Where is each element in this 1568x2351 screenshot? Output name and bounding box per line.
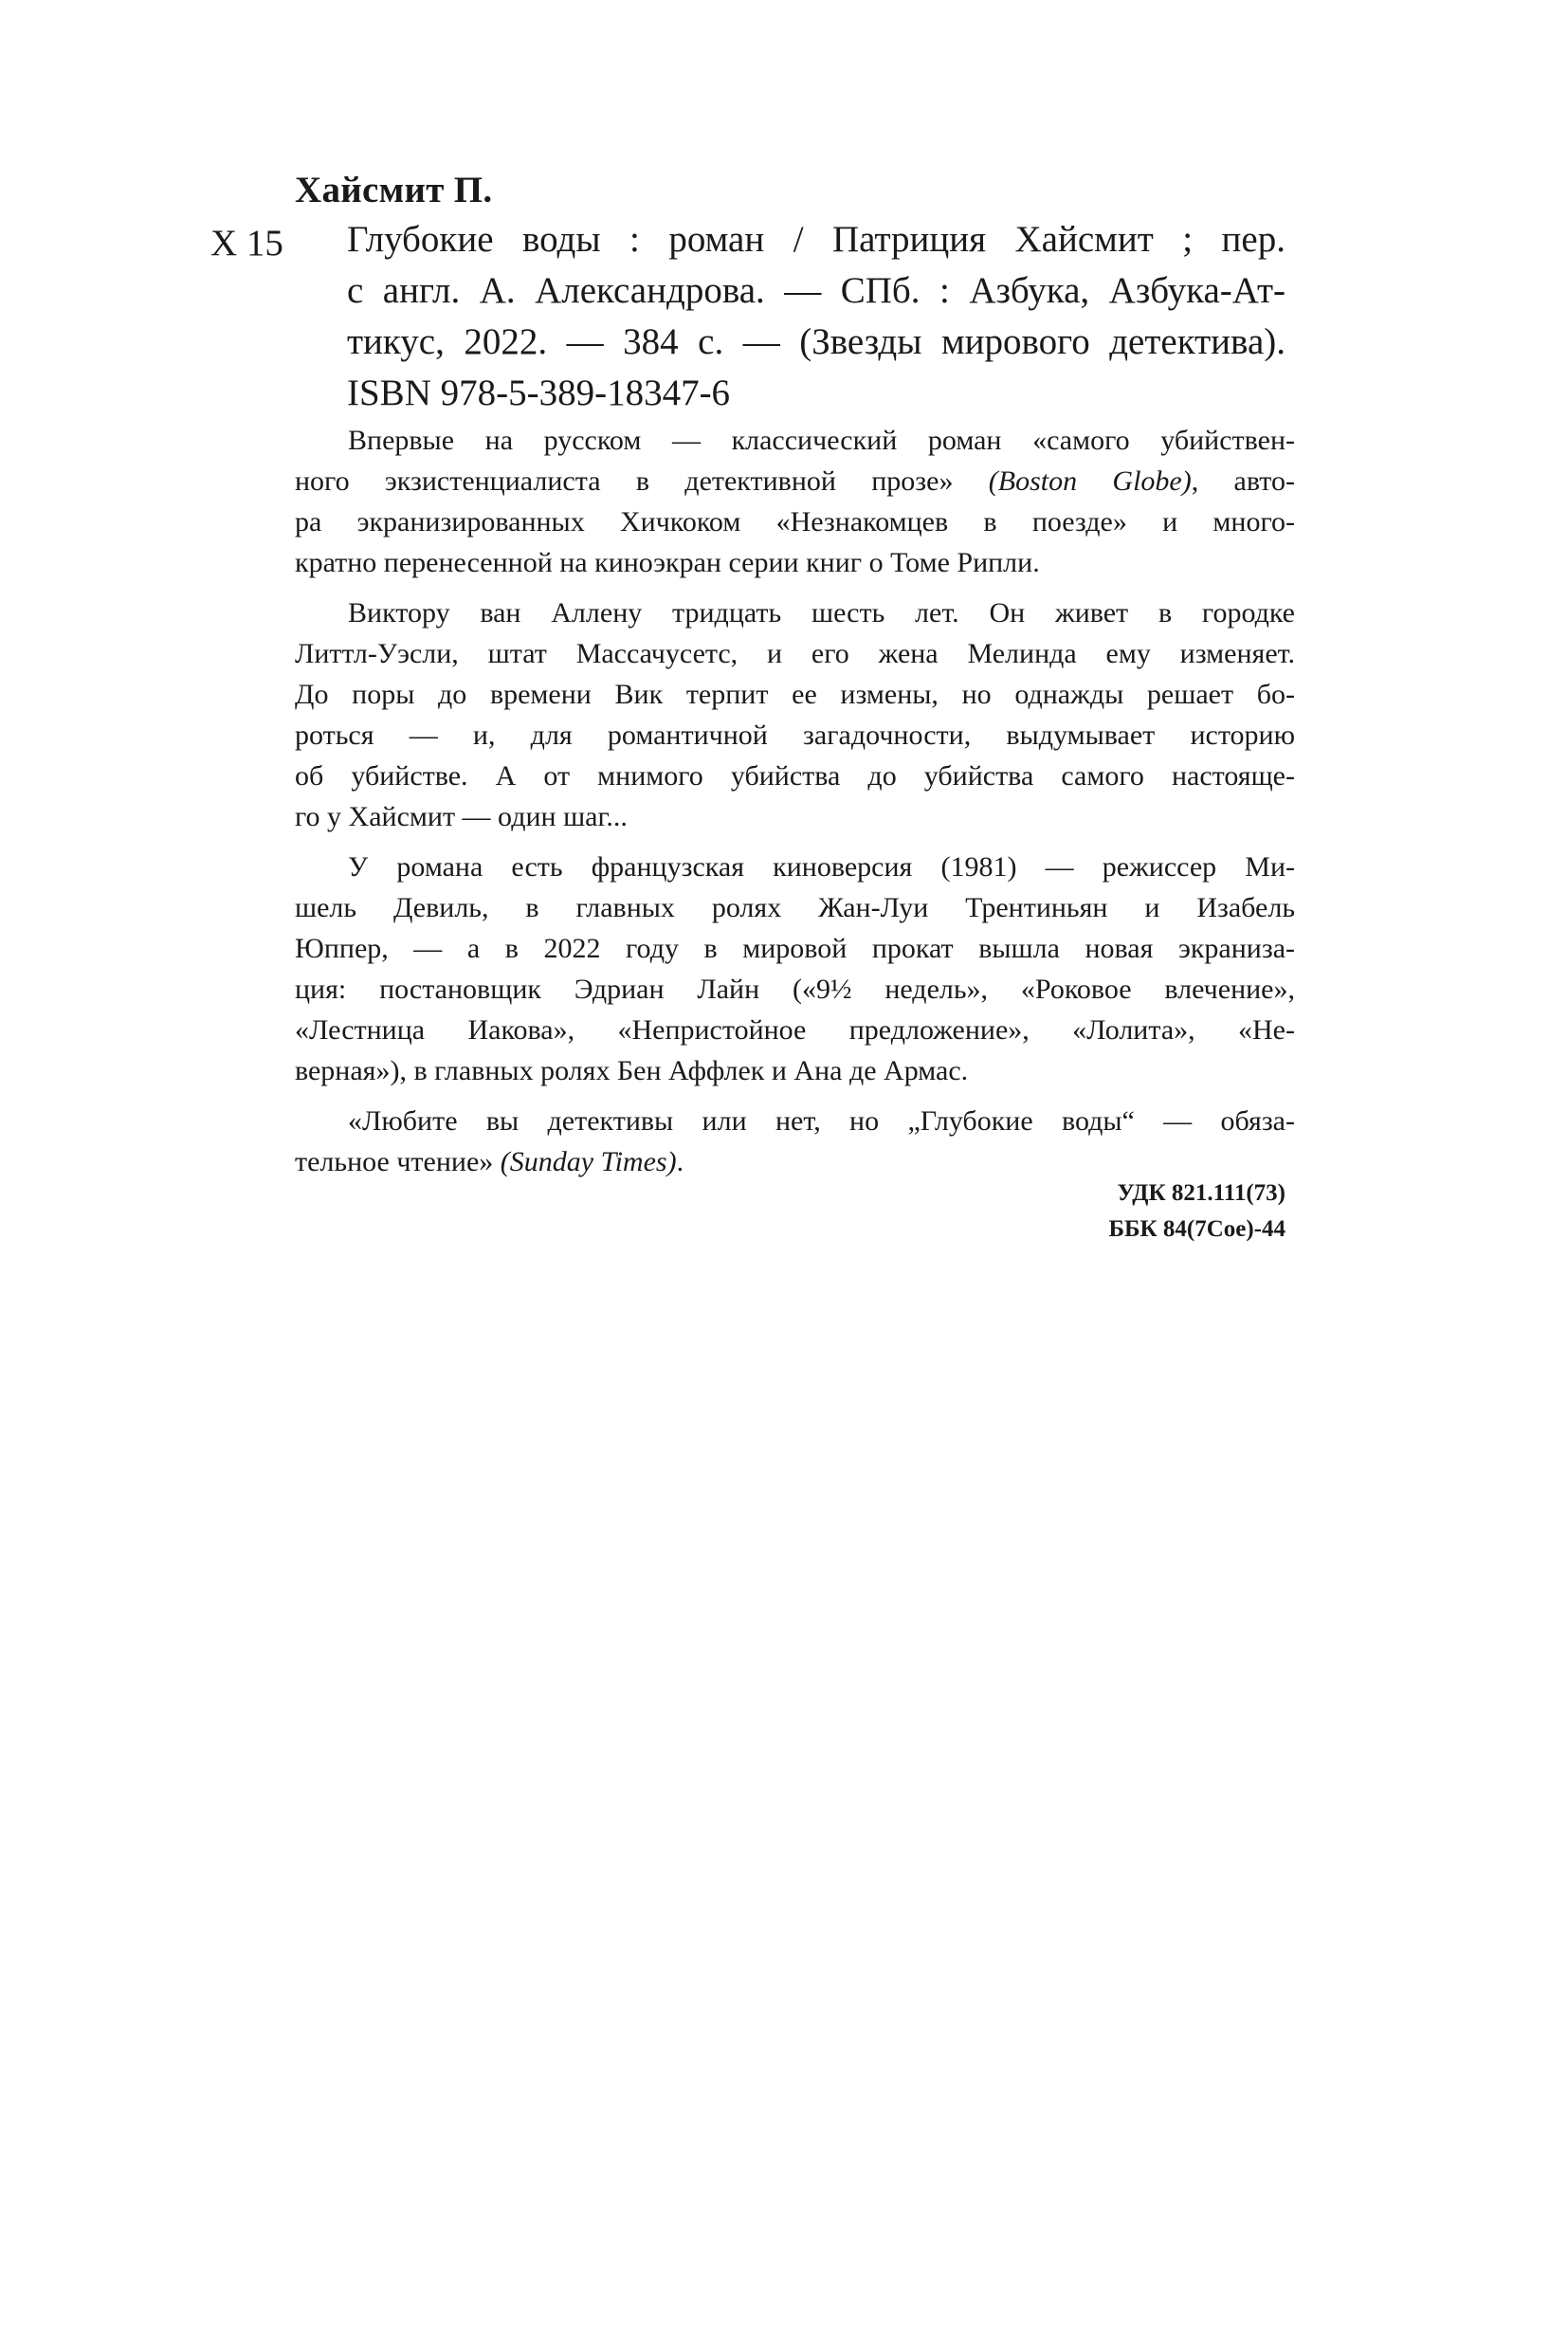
bibliographic-description <box>347 214 1285 419</box>
annotation <box>295 420 1295 1192</box>
author-heading: Хайсмит П. <box>295 170 493 210</box>
annotation-line: До поры до времени Вик терпит ее измены, но однажды решает бо- <box>295 679 1295 710</box>
annotation-line: «Лестница Иакова», «Непристойное предложение», «Лолита», «Не- <box>295 1014 1295 1046</box>
annotation-line: верная»), в главных ролях Бен Аффлек и Ана де Армас. <box>295 1055 969 1086</box>
annotation-line: го у Хайсмит — один шаг... <box>295 801 628 832</box>
annotation-paragraph-3 <box>295 847 1295 1091</box>
annotation-line: Виктору ван Аллену тридцать шесть лет. Он живет в городке <box>348 597 1295 629</box>
annotation-text: ного экзистенциалиста в детективной прозе» <box>295 465 989 497</box>
isbn: ISBN 978-5-389-18347-6 <box>347 373 731 413</box>
annotation-text: , авто- <box>1191 465 1295 497</box>
bbk-code: ББК 84(7Сое)-44 <box>1108 1216 1285 1242</box>
classification-codes <box>1108 1176 1285 1248</box>
annotation-text: тельное чтение» <box>295 1146 501 1177</box>
annotation-line: Литтл-Уэсли, штат Массачусетс, и его жена Мелинда ему изменяет. <box>295 638 1295 669</box>
annotation-line: кратно перенесенной на киноэкран серии книг о Томе Рипли. <box>295 547 1040 578</box>
annotation-line: об убийстве. А от мнимого убийства до убийства самого настояще- <box>295 760 1295 792</box>
annotation-line: «Любите вы детективы или нет, но „Глубокие воды“ — обяза- <box>348 1105 1295 1137</box>
source-citation: (Sunday Times) <box>500 1146 677 1177</box>
udk-code: УДК 821.111(73) <box>1117 1180 1285 1206</box>
annotation-paragraph-1 <box>295 420 1295 583</box>
author-mark: Х 15 <box>210 223 283 264</box>
biblio-line: тикус, 2022. — 384 с. — (Звезды мирового детектива). <box>347 321 1285 362</box>
annotation-line: ция: постановщик Эдриан Лайн («9½ недель», «Роковое влечение», <box>295 974 1295 1005</box>
annotation-line: роться — и, для романтичной загадочности, выдумывает историю <box>295 720 1295 751</box>
biblio-line: с англ. А. Александрова. — СПб. : Азбука, Азбука-Ат- <box>347 270 1285 311</box>
annotation-line <box>295 461 1295 501</box>
annotation-line: шель Девиль, в главных ролях Жан-Луи Трентиньян и Изабель <box>295 892 1295 923</box>
biblio-line: Глубокие воды : роман / Патриция Хайсмит ; пер. <box>347 219 1285 260</box>
annotation-line: У романа есть французская киноверсия (1981) — режиссер Ми- <box>348 851 1295 883</box>
annotation-line: Юппер, — а в 2022 году в мировой прокат вышла новая экраниза- <box>295 933 1295 964</box>
annotation-line: Впервые на русском — классический роман «самого убийствен- <box>348 425 1295 456</box>
annotation-paragraph-4 <box>295 1101 1295 1182</box>
annotation-paragraph-2 <box>295 592 1295 837</box>
source-citation: (Boston Globe) <box>988 465 1192 497</box>
annotation-line: ра экранизированных Хичкоком «Незнакомцев в поезде» и много- <box>295 506 1295 538</box>
annotation-text: . <box>676 1146 684 1177</box>
